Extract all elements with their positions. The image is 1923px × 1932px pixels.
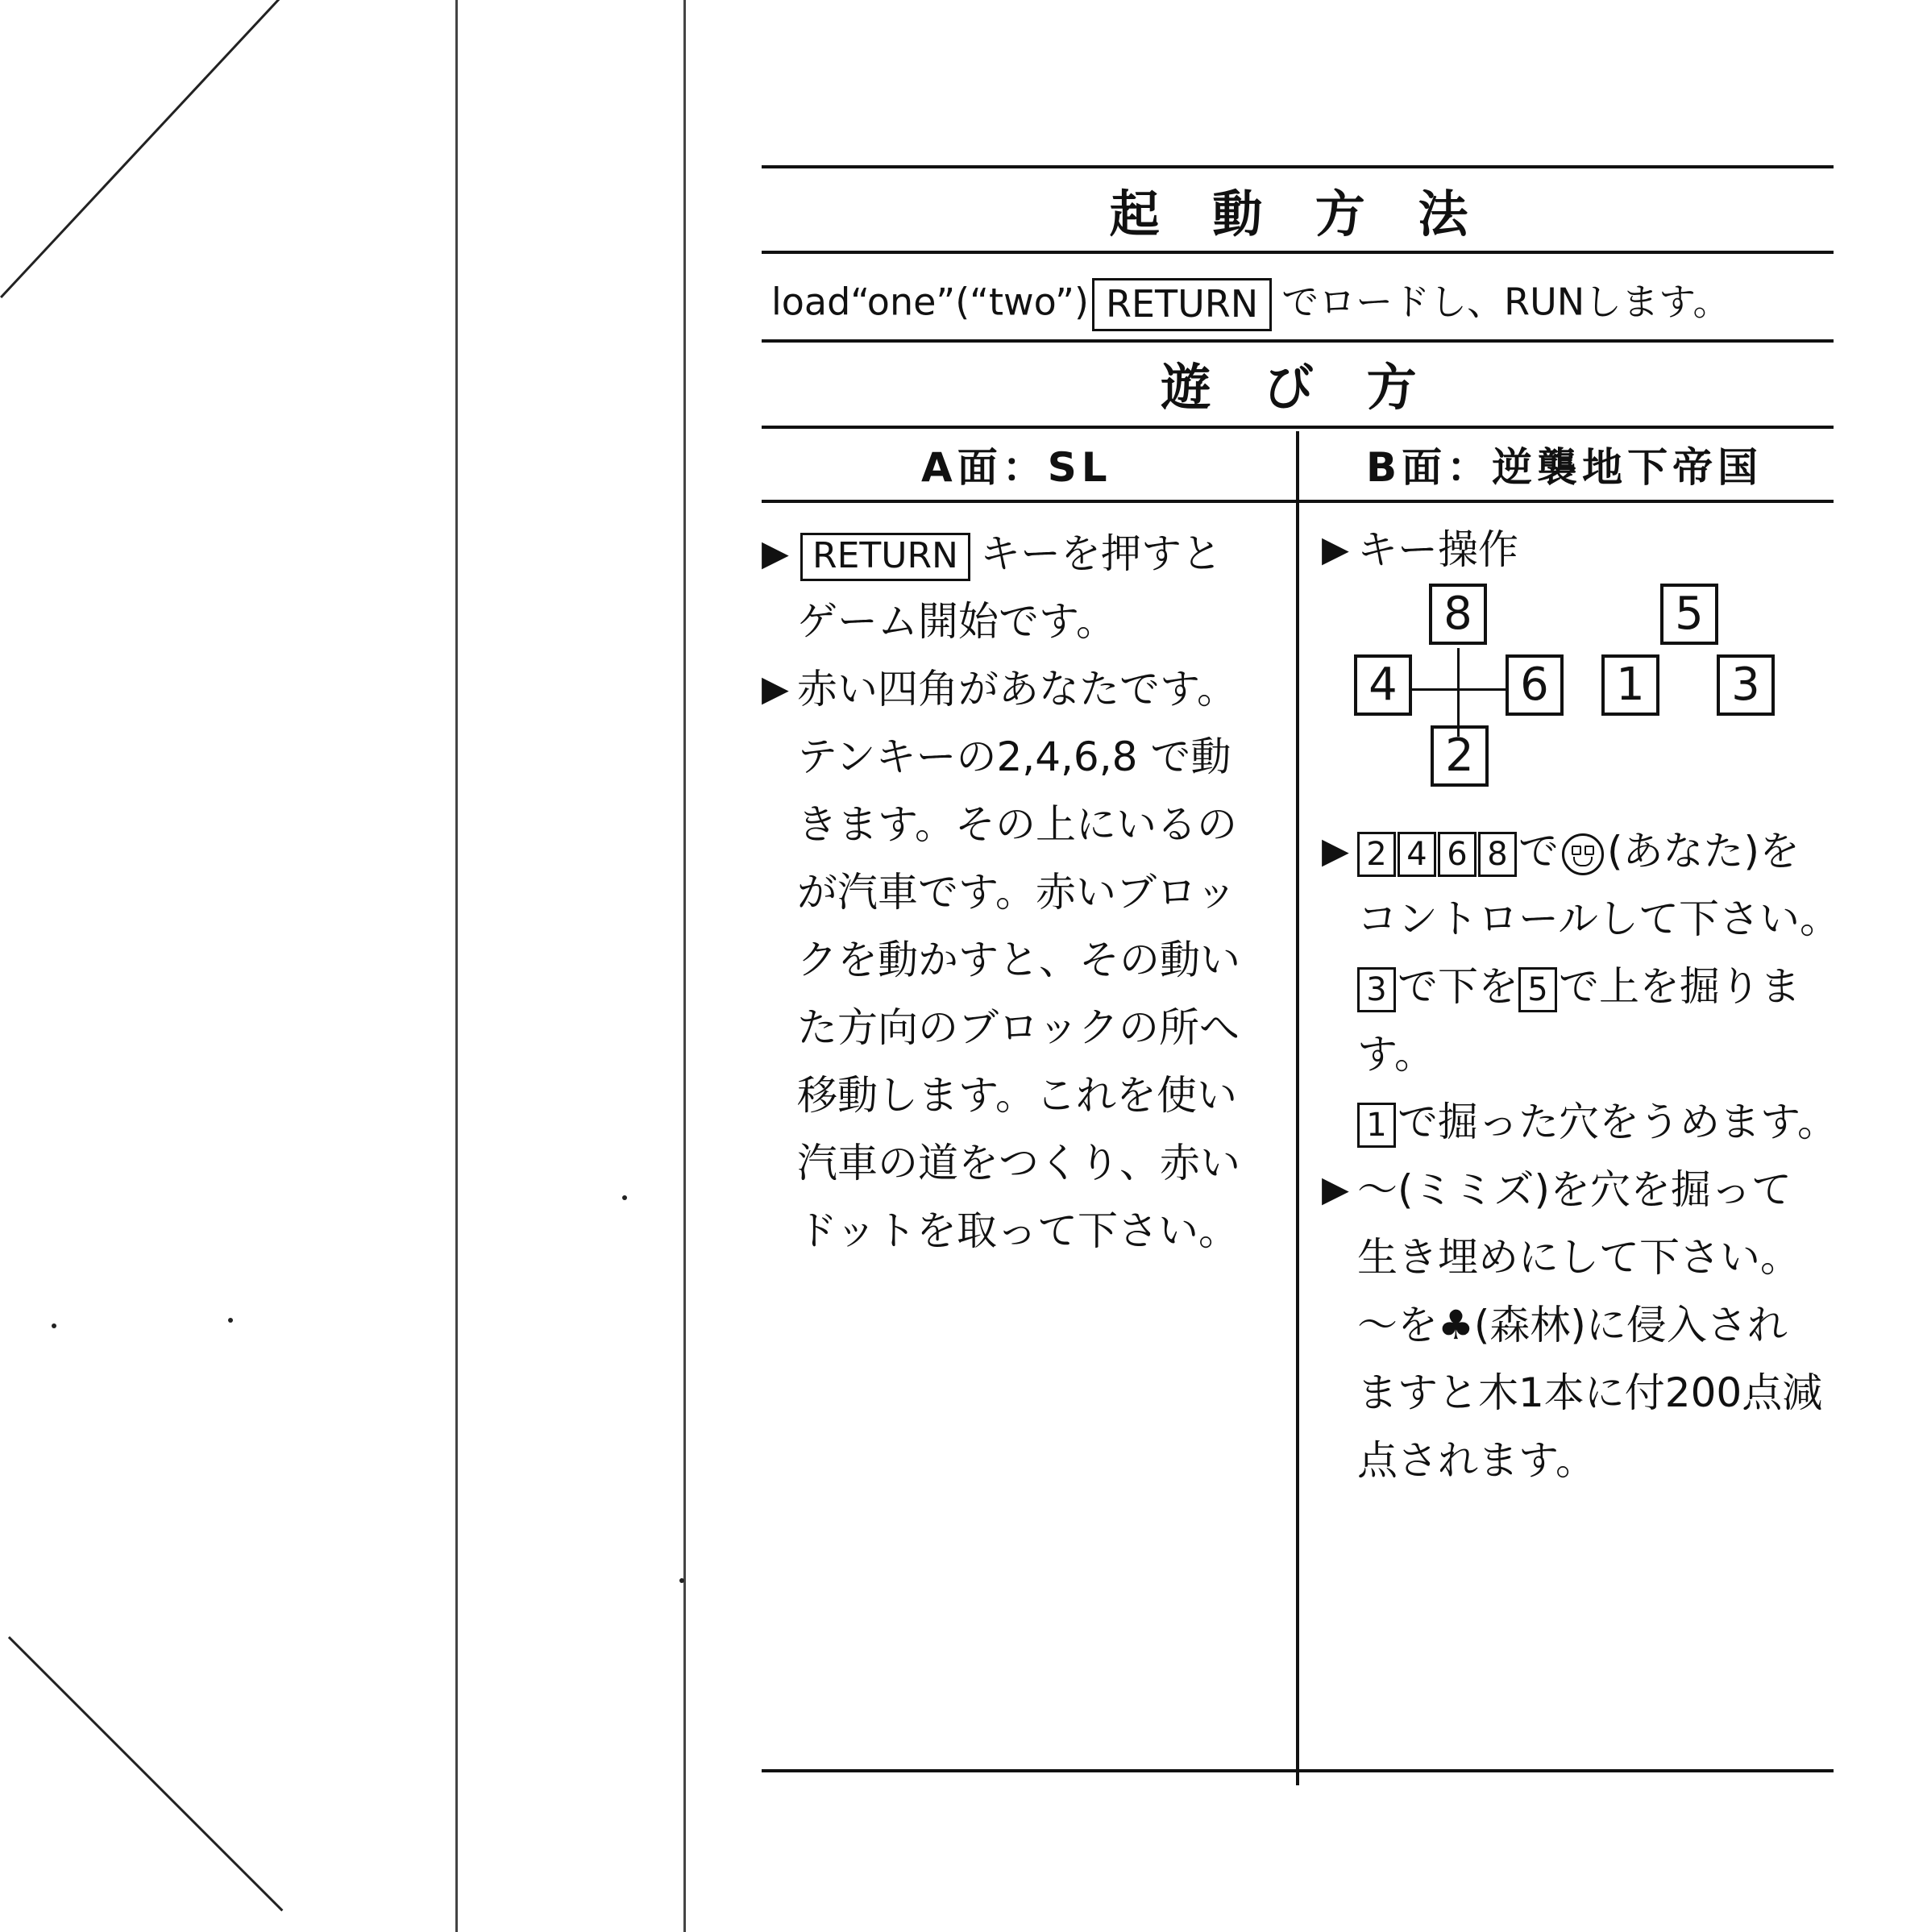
bullet-text: ～を	[1357, 1302, 1438, 1348]
load-instruction	[771, 278, 1843, 331]
speck	[228, 1318, 233, 1323]
speck	[52, 1323, 56, 1328]
side-b-bullet-2	[1322, 1156, 1838, 1224]
bullet-text: 移動します。これを使い	[797, 1072, 1237, 1119]
side-b-bullet-1	[1322, 817, 1838, 885]
column-divider	[1296, 431, 1299, 1785]
bullet-text: ゲーム開始です。	[797, 598, 1116, 645]
bullet-text: で下を	[1398, 963, 1518, 1010]
smiley-face-icon	[1562, 833, 1604, 875]
bullet-arrow-icon: ▶	[1322, 830, 1349, 871]
page-edge-left	[455, 0, 458, 1932]
howto-title: 遊 び 方	[1161, 358, 1435, 417]
rule-bottom	[762, 1769, 1834, 1772]
side-a-bullet-2	[762, 655, 1285, 723]
fold-crease-top	[0, 0, 288, 298]
rule-top	[762, 165, 1834, 168]
bullet-arrow-icon: ▶	[762, 668, 789, 709]
return-key-label: RETURN	[800, 533, 970, 581]
keypad-diagram	[1322, 584, 1838, 817]
bullet-text: ますと木1本に付200点減	[1357, 1369, 1823, 1416]
bullet-text: コントロールして下さい。	[1357, 895, 1840, 942]
speck	[679, 1578, 684, 1583]
key-3: 3	[1717, 654, 1775, 716]
bullet-text: た方向のブロックの所へ	[797, 1004, 1240, 1051]
keypad-cross	[1457, 648, 1460, 737]
bullet-text: テンキーの2,4,6,8 で動	[797, 733, 1231, 780]
bullet-text: が汽車です。赤いブロッ	[797, 869, 1236, 916]
bullet-text: す。	[1357, 1031, 1435, 1078]
rule-load	[762, 339, 1834, 343]
side-b-body	[1322, 516, 1838, 1494]
key-5-label: 5	[1518, 967, 1557, 1012]
key-3-label: 3	[1357, 967, 1396, 1012]
bullet-text: で上を掘りま	[1559, 963, 1800, 1010]
instruction-card	[762, 165, 1840, 1777]
startup-title: 起 動 方 法	[1109, 185, 1486, 243]
bullet-text: 点されます。	[1357, 1437, 1596, 1484]
rule-heading	[762, 500, 1834, 503]
key-1-label: 1	[1357, 1103, 1396, 1148]
bullet-text: 汽車の道をつくり、赤い	[797, 1140, 1240, 1186]
load-command: load“one”(“two”)	[771, 280, 1089, 324]
bullet-text: ～(ミミズ)を穴を掘って	[1357, 1166, 1792, 1213]
speck	[622, 1195, 627, 1200]
key-6-label: 6	[1438, 832, 1477, 877]
side-a-heading: A面：SL	[921, 444, 1112, 491]
club-icon: ♣	[1438, 1302, 1474, 1348]
key-ops-label: キー操作	[1357, 526, 1518, 573]
bullet-arrow-icon: ▶	[762, 533, 789, 574]
key-2-label: 2	[1357, 832, 1396, 877]
bullet-text	[1322, 1088, 1838, 1156]
key-8-label: 8	[1478, 832, 1517, 877]
bullet-text: で	[1518, 828, 1559, 875]
key-ops-heading	[1322, 516, 1838, 584]
key-8: 8	[1429, 584, 1487, 645]
return-key-label: RETURN	[1092, 278, 1272, 331]
page-edge-right	[683, 0, 686, 1932]
bullet-text: (あなた)を	[1607, 828, 1800, 875]
bullet-text: で掘った穴をうめます。	[1398, 1099, 1838, 1145]
bullet-text: 赤い四角があなたです。	[797, 666, 1237, 713]
rule-startup	[762, 251, 1834, 254]
bullet-arrow-icon: ▶	[1322, 529, 1349, 570]
bullet-text: きます。その上にいるの	[797, 801, 1237, 848]
bullet-text	[1322, 1291, 1838, 1359]
bullet-text: キーを押すと	[979, 530, 1222, 577]
key-6: 6	[1506, 654, 1564, 716]
key-4-label: 4	[1398, 832, 1436, 877]
bullet-text: (森林)に侵入され	[1473, 1302, 1788, 1348]
key-4: 4	[1354, 654, 1412, 716]
rule-howto	[762, 426, 1834, 429]
bullet-text: ドットを取って下さい。	[797, 1207, 1239, 1254]
bullet-text: 生き埋めにして下さい。	[1357, 1234, 1800, 1281]
side-a-body	[762, 520, 1285, 1265]
bullet-text	[1322, 953, 1838, 1020]
bullet-arrow-icon: ▶	[1322, 1169, 1349, 1210]
bullet-text: クを動かすと、その動い	[797, 937, 1240, 983]
key-2: 2	[1431, 725, 1489, 787]
load-suffix: でロードし、RUNします。	[1281, 280, 1730, 324]
fold-crease-bottom	[8, 1636, 284, 1912]
key-1: 1	[1601, 654, 1659, 716]
side-b-heading: B面：逆襲地下帝国	[1366, 444, 1763, 491]
key-5: 5	[1660, 584, 1718, 645]
side-a-bullet-1	[762, 520, 1285, 588]
